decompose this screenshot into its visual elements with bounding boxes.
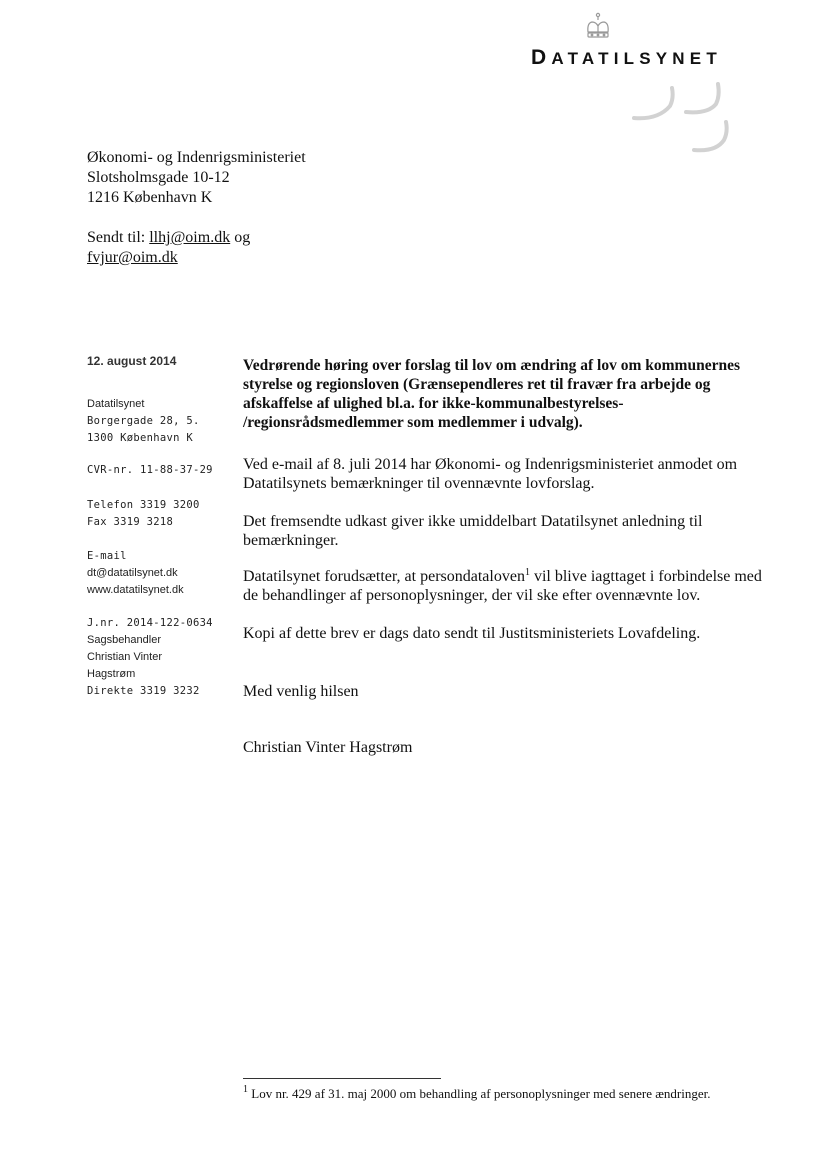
paragraph-3: Datatilsynet forudsætter, at persondataloven$^1$ vil blive iagttaget i forbindelse med de behandlinger af personoplysninger, der vil ske efter ovennævnte lov. <box>243 567 762 604</box>
sent-to-block <box>87 228 250 268</box>
crown-icon <box>583 12 613 42</box>
case-block: J.nr. 2014-122-0634 Sagsbehandler Christian Vinter Hagstrøm Direkte 3319 3232 <box>87 617 213 697</box>
sent-to-label: Sendt til: <box>87 229 146 246</box>
address-line: 1216 København K <box>87 189 213 206</box>
closing-phrase: Med venlig hilsen <box>243 683 359 700</box>
website-address[interactable]: www.datatilsynet.dk <box>87 584 184 596</box>
email-link-2[interactable]: fvjur@oim.dk <box>87 249 178 266</box>
paragraph-4: Kopi af dette brev er dags dato sendt til Justitsministeriets Lovafdeling. <box>243 625 701 642</box>
signature-name: Christian Vinter Hagstrøm <box>243 739 413 756</box>
recipient-address <box>87 148 306 208</box>
contact-block: E-mail dt@datatilsynet.dk www.datatilsynet.dk <box>87 548 184 599</box>
connector-text: og <box>234 229 251 246</box>
footnote: $^1$ Lov nr. 429 af 31. maj 2000 om behandling af personoplysninger med senere ændringer. <box>243 1084 711 1101</box>
phone-block: Telefon 3319 3200 Fax 3319 3218 <box>87 499 200 528</box>
address-line: Økonomi- og Indenrigsministeriet <box>87 149 306 166</box>
letter-subject: Vedrørende høring over forslag til lov om ændring af lov om kommunernes styrelse og regionsloven (Grænsependleres ret til fravær fra arbejde og afskaffelse af ulighed bl.a. for ikke-kommunalbestyrelses- /regionsrådsmedlemmer som medlemmer i udvalg). <box>243 357 740 431</box>
paragraph-2: Det fremsendte udkast giver ikke umiddelbart Datatilsynet anledning til bemærkninger. <box>243 513 703 549</box>
brand-logo-text: DATATILSYNET <box>531 46 722 69</box>
address-line: Slotsholmsgade 10-12 <box>87 169 230 186</box>
cvr-number: CVR-nr. 11-88-37-29 <box>87 464 213 476</box>
footnote-divider <box>243 1078 441 1079</box>
email-link-1[interactable]: llhj@oim.dk <box>149 229 231 246</box>
email-address[interactable]: dt@datatilsynet.dk <box>87 567 178 579</box>
paragraph-1: Ved e-mail af 8. juli 2014 har Økonomi- og Indenrigsministeriet anmodet om Datatilsynets bemærkninger til ovennævnte lovforslag. <box>243 456 738 492</box>
letter-date: 12. august 2014 <box>87 354 177 368</box>
footnote-reference: 1 <box>524 567 530 578</box>
sender-address: Datatilsynet Borgergade 28, 5. 1300 København K <box>87 398 200 444</box>
decorative-brush-mark <box>628 78 738 158</box>
